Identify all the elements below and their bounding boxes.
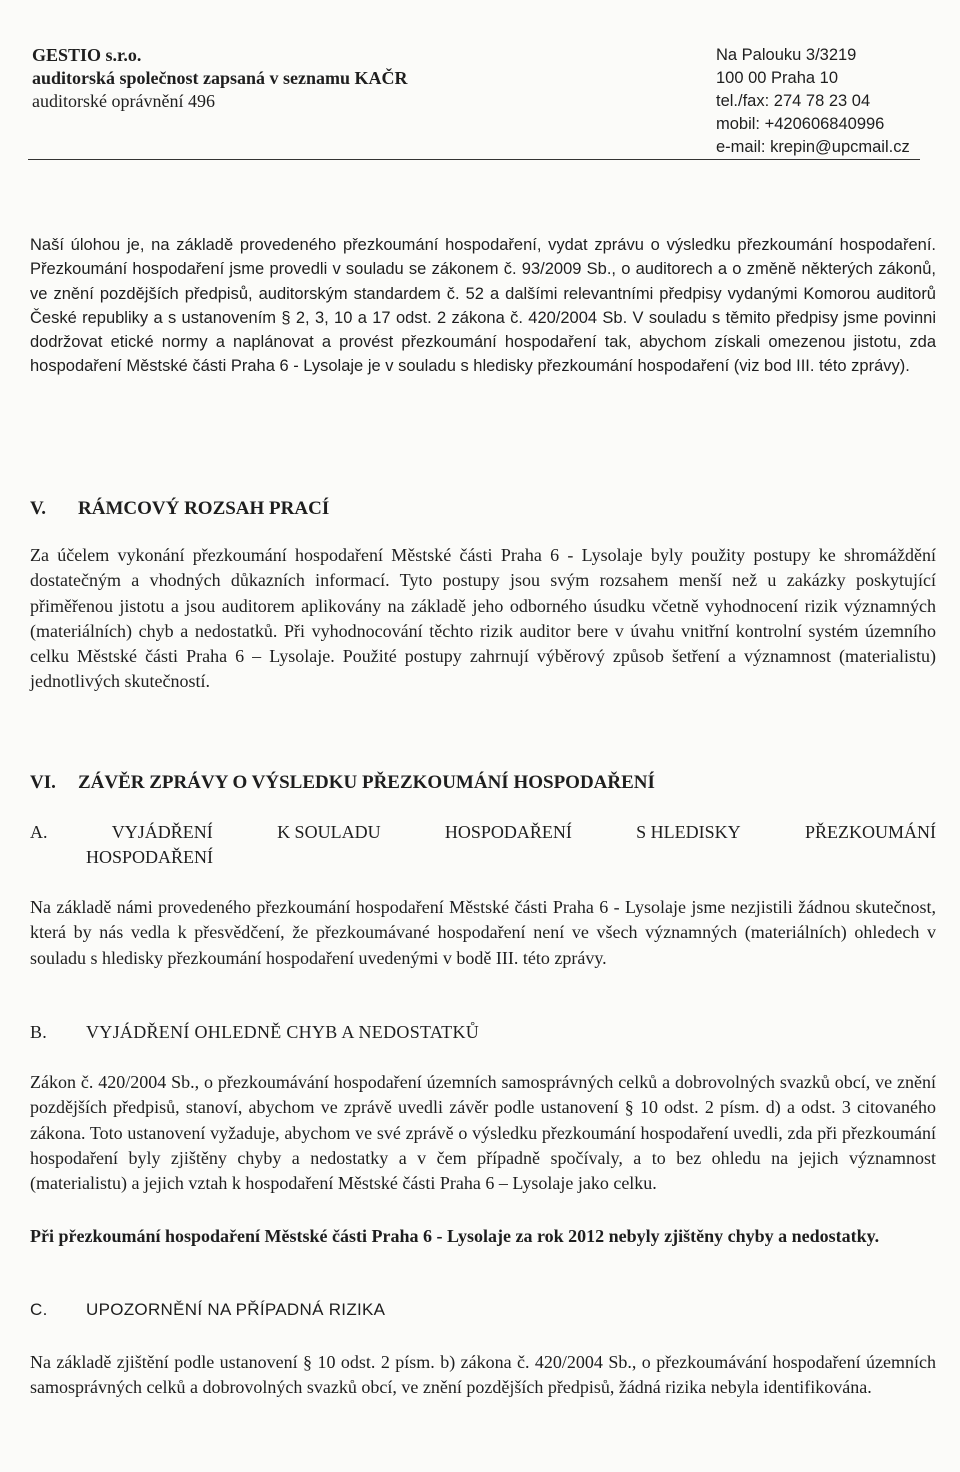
subsection-a-word-4: S HLEDISKY <box>636 822 741 842</box>
subsection-a-word-5: PŘEZKOUMÁNÍ <box>804 822 936 842</box>
subsection-a-word-3: HOSPODAŘENÍ <box>444 822 572 842</box>
subsection-b-title: VYJÁDŘENÍ OHLEDNĚ CHYB A NEDOSTATKŮ <box>86 1022 480 1042</box>
section-6-number: VI. <box>30 772 56 793</box>
mobile-phone: mobil: +420606840996 <box>716 115 885 133</box>
company-subtitle: auditorská společnost zapsaná v seznamu KAČR <box>32 68 408 88</box>
subsection-a-heading-line-2: HOSPODAŘENÍ <box>86 847 214 867</box>
address-street: Na Palouku 3/3219 <box>716 46 857 64</box>
section-5-paragraph: Za účelem vykonání přezkoumání hospodaření Městské části Praha 6 - Lysolaje byly použity postupy ke shromáždění dostatečným a vhodných důkazních informací. Tyto postupy jsou svým rozsahem menší než u zakázky poskytující přiměřenou jistotu a jsou auditorem aplikovány na základě jeho odborného úsudku včetně vyhodnocení rizik významných (materiálních) chyb a nedostatků. Při vyhodnocování těchto rizik auditor bere v úvahu vnitřní kontrolní systém územního celku Městské části Praha 6 – Lysolaje. Použité postupy zahrnují výběrový způsob šetření a významnost (materialistu) jednotlivých skutečností. <box>30 545 936 692</box>
subsection-a-paragraph: Na základě námi provedeného přezkoumání hospodaření Městské části Praha 6 - Lysolaje jsme nezjistili žádnou skutečnost, která by nás vedla k přesvědčení, že přezkoumávané hospodaření není ve všech významných (materiálních) ohledech v souladu s hledisky přezkoumání hospodaření uvedenými v bodě III. této zprávy. <box>30 897 936 968</box>
email-address: e-mail: krepin@upcmail.cz <box>716 138 910 156</box>
phone-fax: tel./fax: 274 78 23 04 <box>716 92 871 110</box>
subsection-c-heading <box>30 1300 385 1320</box>
header-divider <box>28 159 920 160</box>
section-5-title: RÁMCOVÝ ROZSAH PRACÍ <box>78 498 330 519</box>
section-5-heading <box>30 498 329 520</box>
subsection-b-conclusion: Při přezkoumání hospodaření Městské části Praha 6 - Lysolaje za rok 2012 nebyly zjištěny chyby a nedostatky. <box>30 1226 880 1246</box>
section-6-title: ZÁVĚR ZPRÁVY O VÝSLEDKU PŘEZKOUMÁNÍ HOSPODAŘENÍ <box>78 772 655 793</box>
auditor-license: auditorské oprávnění 496 <box>32 91 215 111</box>
subsection-a-number: A. <box>30 822 48 842</box>
subsection-b-heading <box>30 1022 479 1043</box>
intro-paragraph: Naší úlohou je, na základě provedeného přezkoumání hospodaření, vydat zprávu o výsledku přezkoumání hospodaření. Přezkoumání hospodaření jsme provedli v souladu se zákonem č. 93/2009 Sb., o auditorech a o změně některých zákonů, ve znění pozdějších předpisů, auditorským standardem č. 52 a dalšími relevantními předpisy vydanými Komorou auditorů České republiky a s ustanovením § 2, 3, 10 a 17 odst. 2 zákona č. 420/2004 Sb. V souladu s těmito předpisy jsme povinni dodržovat etické normy a naplánovat a provést přezkoumání hospodaření tak, abychom získali omezenou jistotu, zda hospodaření Městské části Praha 6 - Lysolaje je v souladu s hledisky přezkoumání hospodaření (viz bod III. této zprávy). <box>30 236 936 376</box>
subsection-a-heading <box>30 820 936 870</box>
company-name: GESTIO s.r.o. <box>32 45 142 65</box>
subsection-c-title: UPOZORNĚNÍ NA PŘÍPADNÁ RIZIKA <box>86 1300 386 1319</box>
section-6-heading <box>30 772 655 794</box>
subsection-c-paragraph: Na základě zjištění podle ustanovení § 10 odst. 2 písm. b) zákona č. 420/2004 Sb., o přezkoumávání hospodaření územních samosprávných celků a dobrovolných svazků obcí, ve znění pozdějších předpisů, žádná rizika nebyla identifikována. <box>30 1352 936 1398</box>
letterhead-right <box>716 44 910 159</box>
subsection-c-number: C. <box>30 1300 48 1319</box>
subsection-a-word-1: VYJÁDŘENÍ <box>111 822 213 842</box>
letterhead <box>32 44 916 156</box>
subsection-b-number: B. <box>30 1022 48 1042</box>
subsection-b-paragraph: Zákon č. 420/2004 Sb., o přezkoumávání hospodaření územních samosprávných celků a dobrovolných svazků obcí, ve znění pozdějších předpisů, stanoví, abychom ve zprávě uvedli závěr podle ustanovení § 10 odst. 2 písm. d) a odst. 3 citovaného zákona. Toto ustanovení vyžaduje, abychom ve své zprávě o výsledku přezkoumání hospodaření uvedli, zda při přezkoumání hospodaření byly zjištěny chyby a nedostatky a v čem případně spočívaly, a to bez ohledu na jejich významnost (materialistu) a jejich vztah k hospodaření Městské části Praha 6 – Lysolaje jako celku. <box>30 1072 936 1194</box>
address-city: 100 00 Praha 10 <box>716 69 839 87</box>
section-5-number: V. <box>30 498 47 519</box>
letterhead-left <box>32 44 408 113</box>
subsection-a-word-2: K SOULADU <box>277 822 381 842</box>
